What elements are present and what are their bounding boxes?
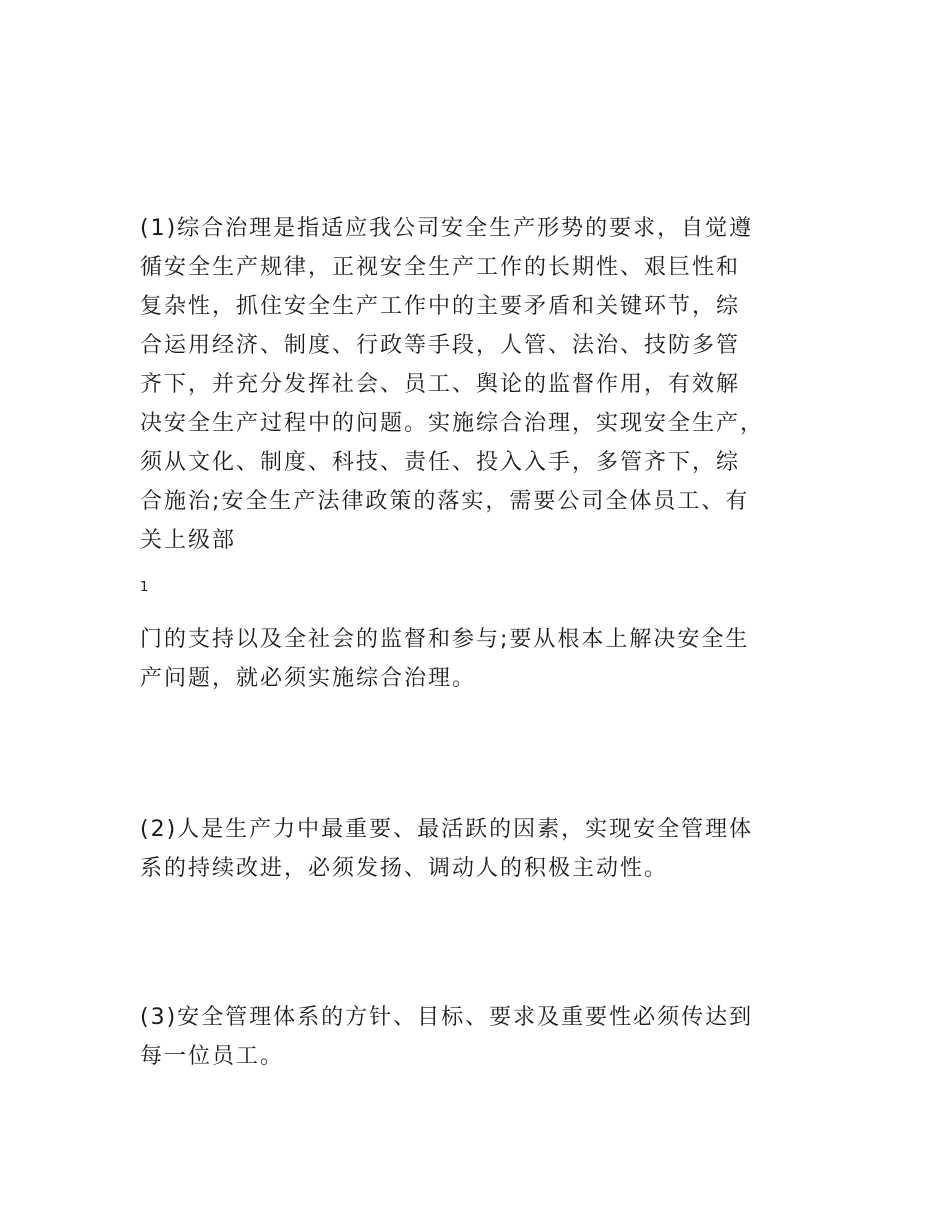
text-line: 系的持续改进，必须发扬、调动人的积极主动性。 xyxy=(140,856,669,881)
text-line: 须从文化、制度、科技、责任、投入入手，多管齐下，综 xyxy=(140,450,741,475)
paragraph-1 xyxy=(140,209,820,560)
text-line: 齐下，并充分发挥社会、员工、舆论的监督作用，有效解 xyxy=(140,372,741,397)
text-line: 合运用经济、制度、行政等手段，人管、法治、技防多管 xyxy=(140,333,741,358)
text-line: 决安全生产过程中的问题。实施综合治理，实现安全生产， xyxy=(140,411,765,436)
text-line: 门的支持以及全社会的监督和参与;要从根本上解决安全生 xyxy=(140,627,750,652)
paragraph-2 xyxy=(140,810,820,888)
text-line: (3)安全管理体系的方针、目标、要求及重要性必须传达到 xyxy=(140,1005,754,1030)
text-line: 复杂性，抓住安全生产工作中的主要矛盾和关键环节，综 xyxy=(140,294,741,319)
page-number: 1 xyxy=(140,580,149,595)
text-line: (1)综合治理是指适应我公司安全生产形势的要求，自觉遵 xyxy=(140,216,754,241)
text-line: 循安全生产规律，正视安全生产工作的长期性、艰巨性和 xyxy=(140,255,741,280)
text-line: 每一位员工。 xyxy=(140,1044,285,1069)
text-line: 关上级部 xyxy=(140,528,237,553)
text-line: (2)人是生产力中最重要、最活跃的因素，实现安全管理体 xyxy=(140,817,754,842)
text-line: 合施治;安全生产法律政策的落实，需要公司全体员工、有 xyxy=(140,489,750,514)
text-line: 产问题，就必须实施综合治理。 xyxy=(140,666,477,691)
paragraph-3 xyxy=(140,998,820,1076)
paragraph-1-continued xyxy=(140,620,820,698)
